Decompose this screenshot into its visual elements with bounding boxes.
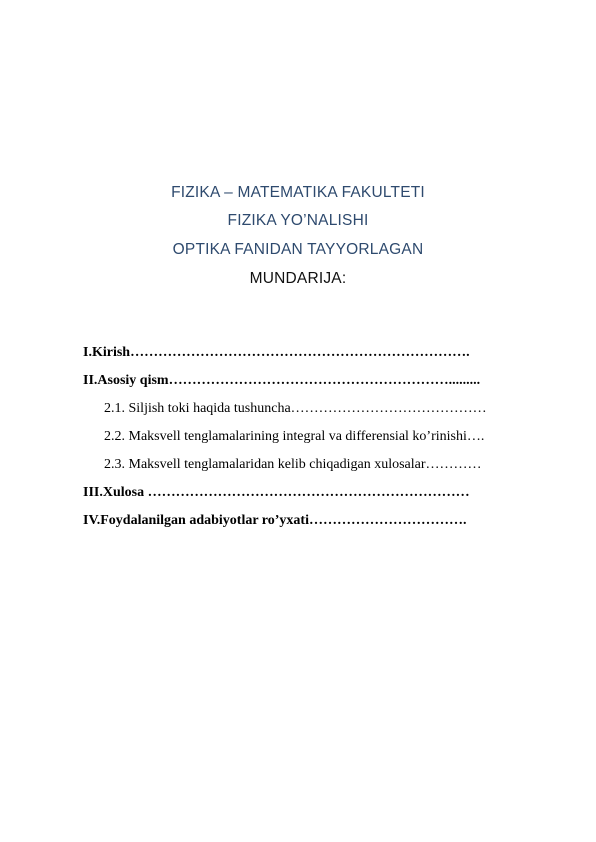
contents-heading: MUNDARIJA: <box>249 270 347 287</box>
toc-item-section-2-2: 2.2. Maksvell tenglamalarining integral va differensial ko’rinishi…. <box>104 429 485 444</box>
toc-item-main-part: II.Asosiy qism……………………………………………………......... <box>83 373 481 388</box>
toc-item-references: IV.Foydalanilgan adabiyotlar ro’yxati……………………………. <box>83 513 467 528</box>
faculty-heading: FIZIKA – MATEMATIKA FAKULTETI <box>171 184 425 201</box>
toc-item-section-2-1: 2.1. Siljish toki haqida tushuncha…………………………………… <box>104 401 487 416</box>
toc-item-conclusion: III.Xulosa …………………………………………………………… <box>83 485 470 500</box>
direction-heading: FIZIKA YO’NALISHI <box>227 212 369 229</box>
toc-item-introduction: I.Kirish………………………………………………………………. <box>83 345 470 360</box>
toc-item-section-2-3: 2.3. Maksvell tenglamalaridan kelib chiqadigan xulosalar………… <box>104 457 482 472</box>
subject-heading: OPTIKA FANIDAN TAYYORLAGAN <box>172 241 424 258</box>
